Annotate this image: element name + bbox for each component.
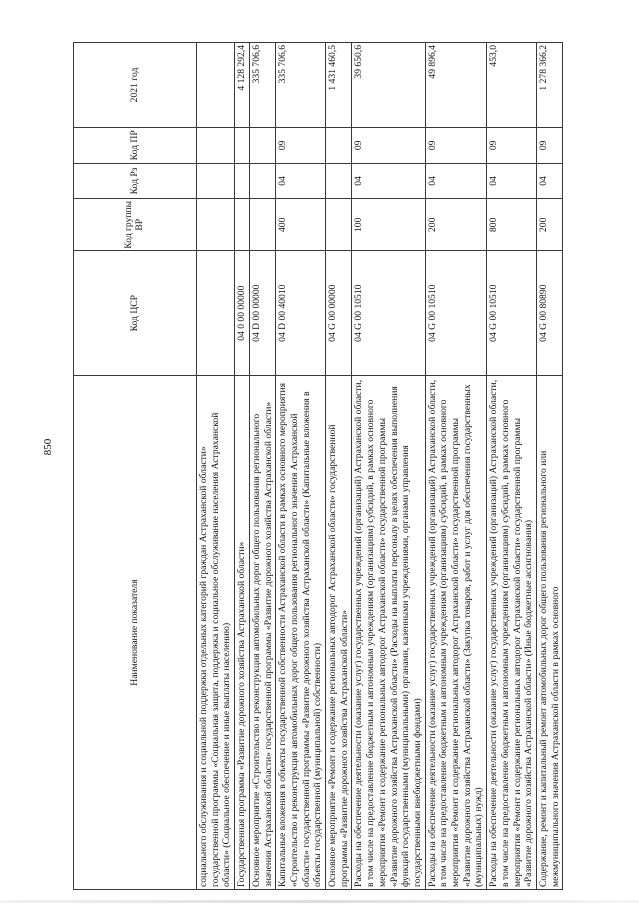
row-rz	[235, 163, 250, 199]
row-vr	[326, 199, 352, 251]
table-row	[197, 43, 235, 890]
row-csr: 04 0 00 00000	[235, 251, 250, 376]
row-sum: 335 706,6	[276, 43, 326, 128]
row-vr: 200	[536, 199, 562, 251]
header-vr: Код группы ВР	[74, 199, 197, 251]
page-number: 850	[42, 438, 54, 456]
row-rz: 04	[276, 163, 326, 199]
row-csr: 04 G 00 00000	[326, 251, 352, 376]
row-pr	[326, 128, 352, 164]
row-rz	[326, 163, 352, 199]
table-row	[326, 43, 352, 890]
row-csr	[197, 251, 235, 376]
row-csr: 04 G 00 10510	[425, 251, 487, 376]
row-name: Расходы на обеспечение деятельности (оказание услуг) государственных учреждений (организаций) Астраханской области, в том числе на предоставление бюджетным и автономным учреждениям (организациям) субсидий, в рамках основного мероприятия «Ремонт и содержание региональных автодорог Астраханской области» государственной программы «Развитие дорожного хозяйства Астраханской области» (Иные бюджетные ассигнования)	[487, 376, 537, 890]
row-vr	[249, 199, 275, 251]
row-sum: 1 278 366,2	[536, 43, 562, 128]
table-row	[235, 43, 250, 890]
row-name: Основное мероприятие «Ремонт и содержание региональных автодорог Астраханской области» государственной программы «Развитие дорожного хозяйства Астраханской области»	[326, 376, 352, 890]
table-header-row	[74, 43, 197, 890]
row-sum: 49 896,4	[425, 43, 487, 128]
header-name: Наименование показателя	[74, 376, 197, 890]
row-sum: 335 706,6	[249, 43, 275, 128]
row-vr	[197, 199, 235, 251]
row-vr: 400	[276, 199, 326, 251]
row-rz	[197, 163, 235, 199]
table-row	[425, 43, 487, 890]
row-name: Содержание, ремонт и капитальный ремонт автомобильных дорог общего пользования регионального или межмуниципального значения Астраханской области в рамках основного	[536, 376, 562, 890]
header-pr: Код ПР	[74, 128, 197, 164]
row-sum: 453,0	[487, 43, 537, 128]
row-vr: 100	[352, 199, 425, 251]
row-pr: 09	[276, 128, 326, 164]
row-pr: 09	[352, 128, 425, 164]
document-page	[66, 0, 591, 905]
header-rz: Код Рз	[74, 163, 197, 199]
scan-edge-shadow	[0, 900, 639, 903]
row-name: Государственная программа «Развитие дорожного хозяйства Астраханской области»	[235, 376, 250, 890]
table-row	[487, 43, 537, 890]
row-vr: 200	[425, 199, 487, 251]
row-csr: 04 G 00 80890	[536, 251, 562, 376]
row-csr: 04 D 00 40010	[276, 251, 326, 376]
row-csr: 04 G 00 10510	[352, 251, 425, 376]
row-pr	[197, 128, 235, 164]
row-rz	[249, 163, 275, 199]
table-row	[276, 43, 326, 890]
row-pr: 09	[425, 128, 487, 164]
row-name: Основное мероприятие «Строительство и реконструкция автомобильных дорог общего пользования регионального значения Астраханской области» государственной программы «Развитие дорожного хозяйства Астраханской области»	[249, 376, 275, 890]
row-name: Расходы на обеспечение деятельности (оказание услуг) государственных учреждений (организаций) Астраханской области, в том числе на предоставление бюджетным и автономным учреждениям (организациям) субсидий, в рамках основного мероприятия «Ремонт и содержание региональных автодорог Астраханской области» государственной программы «Развитие дорожного хозяйства Астраханской области» (Закупка товаров, работ и услуг для обеспечения государственных (муниципальных) нужд)	[425, 376, 487, 890]
row-rz: 04	[425, 163, 487, 199]
header-csr: Код ЦСР	[74, 251, 197, 376]
row-name: социального обслуживания и социальной поддержки отдельных категорий граждан Астраханской области» государственной программы «Социальная защита, поддержка и социальное обслуживание населения Астраханской области» (Социальное обеспечение и иные выплаты населению)	[197, 376, 235, 890]
row-sum: 1 431 460,5	[326, 43, 352, 128]
row-sum: 4 128 292,4	[235, 43, 250, 128]
table-row	[249, 43, 275, 890]
row-vr	[235, 199, 250, 251]
row-sum	[197, 43, 235, 128]
row-pr: 09	[536, 128, 562, 164]
row-rz: 04	[536, 163, 562, 199]
row-pr	[249, 128, 275, 164]
row-pr: 09	[487, 128, 537, 164]
table-row	[352, 43, 425, 890]
row-pr	[235, 128, 250, 164]
header-sum: 2021 год	[74, 43, 197, 128]
row-name: Капитальные вложения в объекты государственной собственности Астраханской области в рамках основного мероприятия «Строительство и реконструкция автомобильных дорог общего пользования регионального значения Астраханской области» государственной программы «Развитие дорожного хозяйства Астраханской области» (Капитальные вложения в объекты государственной (муниципальной) собственности)	[276, 376, 326, 890]
row-vr: 800	[487, 199, 537, 251]
row-name: Расходы на обеспечение деятельности (оказание услуг) государственных учреждений (организаций) Астраханской области, в том числе на предоставление бюджетным и автономным учреждениям (организациям) субсидий, в рамках основного мероприятия «Ремонт и содержание региональных автодорог Астраханской области» государственной программы «Развитие дорожного хозяйства Астраханской области» (Расходы на выплаты персоналу в целях обеспечения выполнения функций государственными (муниципальными) органами, казенными учреждениями, органами управления государственными внебюджетными фондами)	[352, 376, 425, 890]
row-rz: 04	[487, 163, 537, 199]
row-sum: 39 650,6	[352, 43, 425, 128]
table-row	[536, 43, 562, 890]
row-csr: 04 D 00 00000	[249, 251, 275, 376]
row-csr: 04 G 00 10510	[487, 251, 537, 376]
budget-table	[73, 42, 563, 890]
row-rz: 04	[352, 163, 425, 199]
rotated-table-area	[66, 45, 591, 905]
